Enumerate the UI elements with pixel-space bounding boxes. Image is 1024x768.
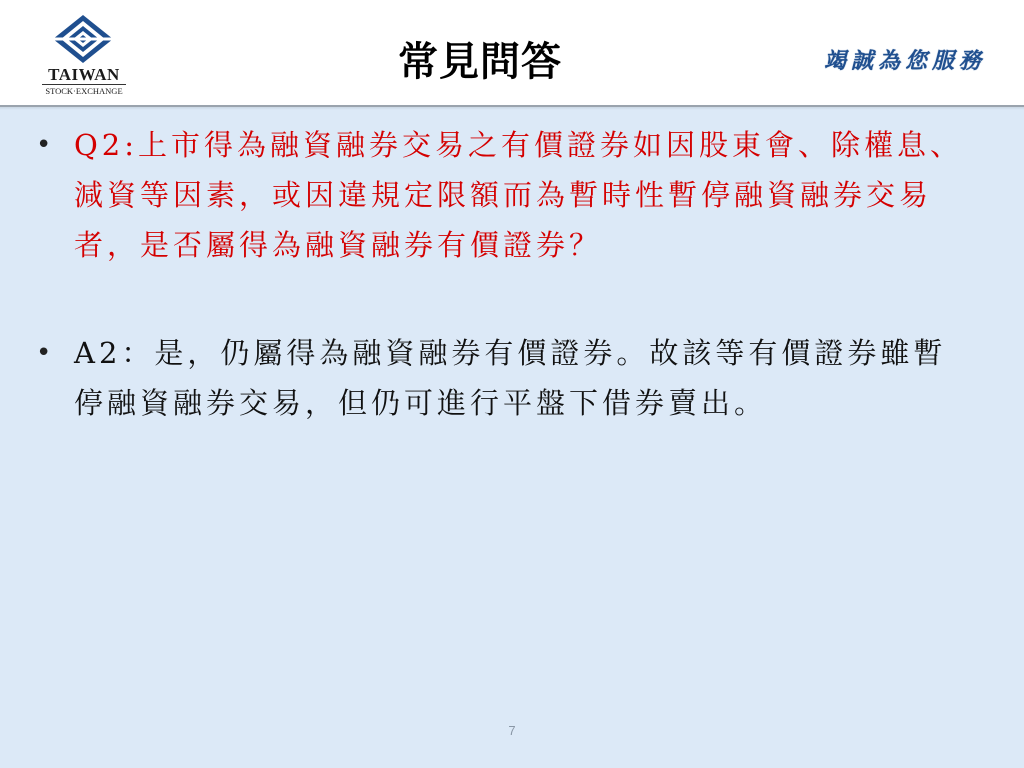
page-number: 7: [508, 723, 516, 738]
logo-subtext: STOCK·EXCHANGE: [45, 86, 123, 96]
answer-item: [34, 328, 964, 428]
question-text: Q2:上市得為融資融券交易之有價證券如因股東會、除權息、減資等因素，或因違規定限額而為暫時性暫停融資融券交易者，是否屬得為融資融券有價證券？: [74, 128, 963, 262]
logo-divider: [42, 84, 126, 85]
page-title: 常見問答: [398, 39, 562, 85]
logo-text: TAIWAN: [48, 65, 120, 84]
slogan-text: 竭誠為您服務: [823, 48, 986, 74]
bullet-icon: •: [36, 130, 56, 160]
slide-body: [34, 120, 964, 428]
logo-emblem-icon: [50, 14, 116, 64]
answer-text: A2：是，仍屬得為融資融券有價證券。故該等有價證券雖暫停融資融券交易，但仍可進行平盤下借券賣出。: [74, 336, 947, 420]
taiwan-stock-exchange-logo: [38, 14, 130, 96]
question-item: [34, 120, 964, 270]
slide-header: [0, 0, 1024, 107]
bullet-icon: •: [36, 338, 56, 368]
